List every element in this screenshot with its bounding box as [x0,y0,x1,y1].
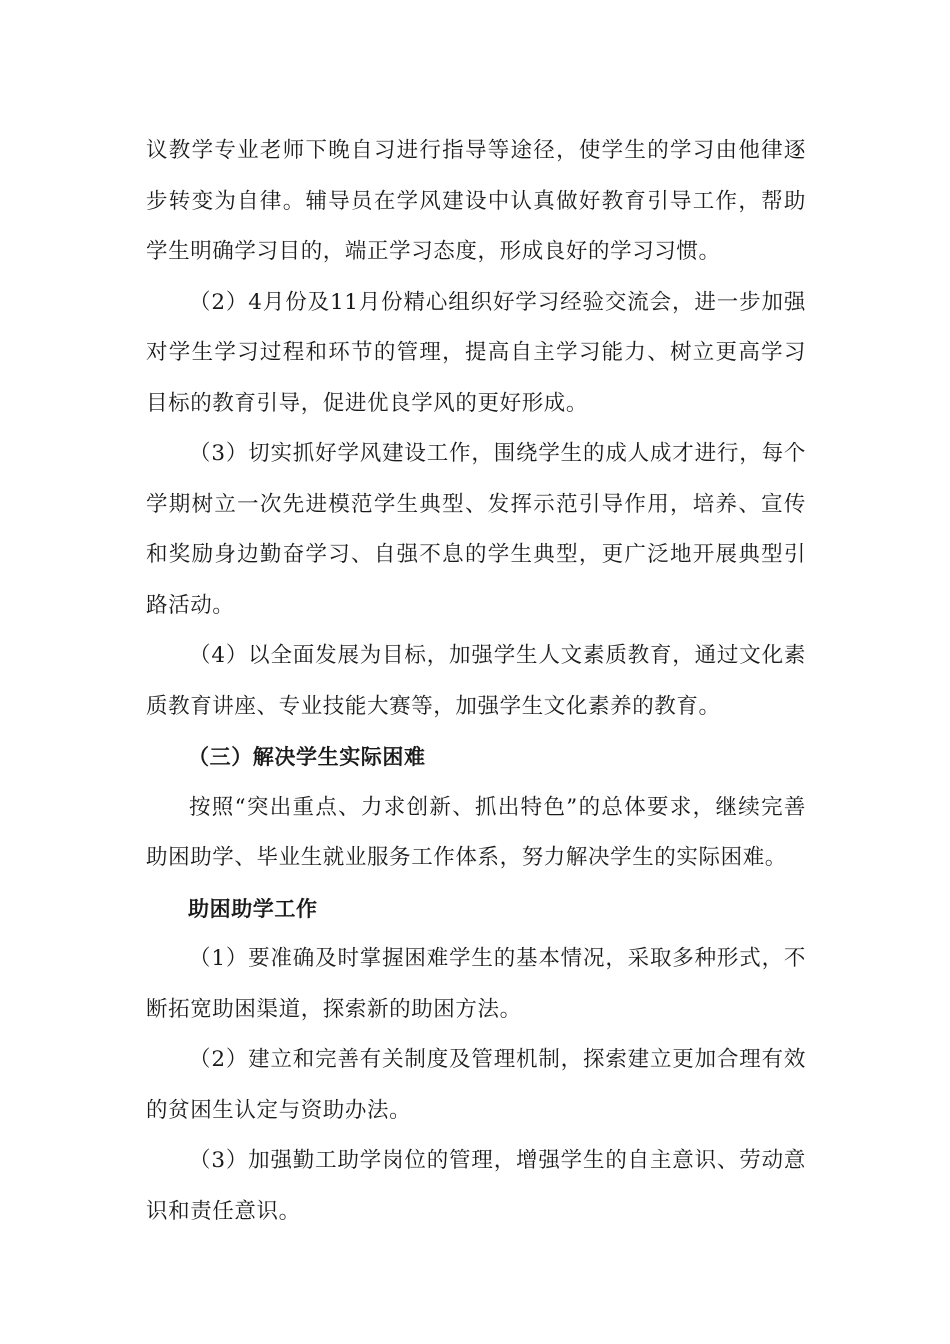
paragraph-item-3: （3）切实抓好学风建设工作，围绕学生的成人成才进行，每个学期树立一次先进模范学生典型、发挥示范引导作用，培养、宣传和奖励身边勤奋学习、自强不息的学生典型，更广泛地开展典型引路活动。 [146,441,806,618]
paragraph-item-2: （2）4月份及11月份精心组织好学习经验交流会，进一步加强对学生学习过程和环节的管理，提高自主学习能力、树立更高学习目标的教育引导，促进优良学风的更好形成。 [146,289,806,416]
paragraph-item-4: （4）以全面发展为目标，加强学生人文素质教育，通过文化素质教育讲座、专业技能大赛等，加强学生文化素养的教育。 [146,643,806,719]
aid-item-1: （1）要准确及时掌握困难学生的基本情况，采取多种形式，不断拓宽助困渠道，探索新的助困方法。 [146,946,806,1022]
section-heading: （三）解决学生实际困难 [188,745,426,769]
aid-item-3: （3）加强勤工助学岗位的管理，增强学生的自主意识、劳动意识和责任意识。 [146,1148,806,1224]
document-body [146,126,806,1237]
section-intro-paragraph: 按照“突出重点、力求创新、抓出特色”的总体要求，继续完善助困助学、毕业生就业服务工作体系，努力解决学生的实际困难。 [146,794,806,870]
aid-item-2: （2）建立和完善有关制度及管理机制，探索建立更加合理有效的贫困生认定与资助办法。 [146,1047,806,1123]
subsection-heading: 助困助学工作 [188,896,318,921]
paragraph-continuation: 议教学专业老师下晚自习进行指导等途径，使学生的学习由他律逐步转变为自律。辅导员在学风建设中认真做好教育引导工作，帮助学生明确学习目的，端正学习态度，形成良好的学习习惯。 [146,138,806,264]
